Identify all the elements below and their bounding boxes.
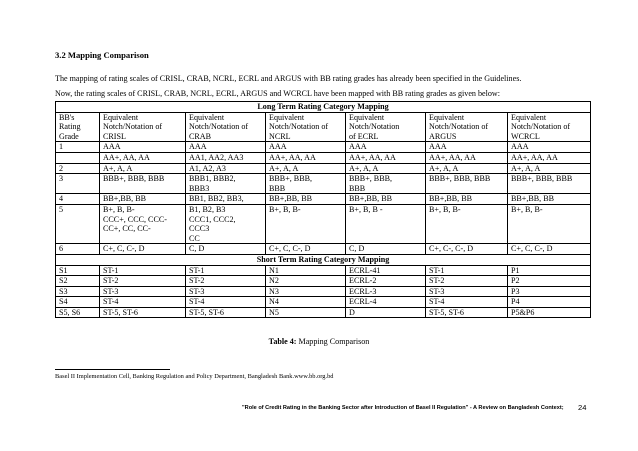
table-cell: P4 (508, 297, 591, 308)
table-cell: B1, B2, B3 CCC1, CCC2, CCC3 CC (186, 204, 266, 243)
table-cell: Equivalent Notch/Notation of CRISL (100, 112, 186, 142)
table-cell: BB+,BB, BB (426, 194, 508, 205)
mapping-table (55, 101, 591, 318)
table-cell: ST-3 (426, 286, 508, 297)
table-cell: BB+,BB, BB (346, 194, 426, 205)
table-section-row (56, 254, 591, 265)
table-caption (0, 337, 638, 346)
table-cell: BBB+, BBB, BBB (266, 174, 346, 194)
table-row (56, 286, 591, 297)
table-row (56, 244, 591, 255)
table-cell: 4 (56, 194, 100, 205)
table-cell: C, D (186, 244, 266, 255)
table-cell: P5&P6 (508, 307, 591, 318)
table-cell: AAA (186, 142, 266, 153)
table-row (56, 265, 591, 276)
table-row (56, 194, 591, 205)
table-cell: ST-1 (426, 265, 508, 276)
table-cell: BBB+, BBB, BBB (508, 174, 591, 194)
table-cell: D (346, 307, 426, 318)
running-footer: "Role of Credit Rating in the Banking Sector after Introduction of Basel II Regulation" - A Review on Bangladesh Context; (242, 405, 564, 411)
table-cell: A+, A, A (426, 163, 508, 174)
intro-line: Now, the rating scales of CRISL, CRAB, NCRL, ECRL, ARGUS and WCRCL have been mapped with BB rating grades as given below: (55, 89, 501, 98)
table-cell: Equivalent Notch/Notation of ECRL (346, 112, 426, 142)
intro-line: The mapping of rating scales of CRISL, CRAB, NCRL, ECRL and ARGUS with BB rating grades has already been specified in the Guidelines. (55, 74, 522, 83)
table-cell: C+, C, C-, D (266, 244, 346, 255)
table-cell: ST-2 (426, 276, 508, 287)
table-cell: N2 (266, 276, 346, 287)
table-row (56, 142, 591, 153)
table-cell: Equivalent Notch/Notation of WCRCL (508, 112, 591, 142)
table-cell: ECRL-41 (346, 265, 426, 276)
table-cell: P3 (508, 286, 591, 297)
caption-text: Mapping Comparison (296, 337, 370, 346)
table-cell: 3 (56, 174, 100, 194)
table-cell: P2 (508, 276, 591, 287)
table-cell: ST-4 (100, 297, 186, 308)
table-cell: ECRL-2 (346, 276, 426, 287)
table-cell: B+, B, B- (508, 204, 591, 243)
section-title: Short Term Rating Category Mapping (56, 254, 591, 265)
footnote: Basel II Implementation Cell, Banking Regulation and Policy Department, Bangladesh Bank.www.bb.org.bd (55, 373, 334, 380)
table-cell: A+, A, A (266, 163, 346, 174)
table-cell: A+, A, A (508, 163, 591, 174)
table-cell: 5 (56, 204, 100, 243)
table-cell: Equivalent Notch/Notation of CRAB (186, 112, 266, 142)
table-cell: N3 (266, 286, 346, 297)
table-cell: N4 (266, 297, 346, 308)
table-cell: S5, S6 (56, 307, 100, 318)
table-cell: N5 (266, 307, 346, 318)
table-row (56, 276, 591, 287)
table-cell: ST-4 (426, 297, 508, 308)
table-cell: S4 (56, 297, 100, 308)
caption-label: Table 4: (268, 337, 297, 346)
table-cell: AAA (266, 142, 346, 153)
table-cell: ST-3 (100, 286, 186, 297)
table-cell: S1 (56, 265, 100, 276)
table-cell: ST-3 (186, 286, 266, 297)
table-cell: AA+, AA, AA (100, 152, 186, 163)
table-cell: BB's Rating Grade (56, 112, 100, 142)
table-cell: AAA (346, 142, 426, 153)
intro-paragraph (55, 71, 590, 101)
table-cell: ST-2 (100, 276, 186, 287)
table-cell (56, 152, 100, 163)
page-number: 24 (578, 403, 587, 412)
table-cell: AAA (508, 142, 591, 153)
section-title: Long Term Rating Category Mapping (56, 102, 591, 113)
table-cell: AA+, AA, AA (508, 152, 591, 163)
table-cell: ST-4 (186, 297, 266, 308)
table-row (56, 204, 591, 243)
table-row (56, 174, 591, 194)
table-cell: BBB+, BBB, BBB (100, 174, 186, 194)
table-cell: ST-1 (100, 265, 186, 276)
table-cell: BBB+, BBB, BBB (426, 174, 508, 194)
table-cell: AA1, AA2, AA3 (186, 152, 266, 163)
table-cell: BBB1, BBB2, BBB3 (186, 174, 266, 194)
table-cell: BBB+, BBB, BBB (346, 174, 426, 194)
table-cell: ST-1 (186, 265, 266, 276)
table-cell: 1 (56, 142, 100, 153)
table-row (56, 152, 591, 163)
table-cell: ST-2 (186, 276, 266, 287)
table-cell: A+, A, A (100, 163, 186, 174)
table-cell: B+, B, B - (346, 204, 426, 243)
table-cell: C, D (346, 244, 426, 255)
table-row (56, 163, 591, 174)
footnote-rule (55, 369, 170, 370)
table-header-row (56, 112, 591, 142)
table-cell: BB1, BB2, BB3, (186, 194, 266, 205)
table-cell: BB+,BB, BB (508, 194, 591, 205)
table-row (56, 307, 591, 318)
table-cell: A+, A, A (346, 163, 426, 174)
section-heading: 3.2 Mapping Comparison (55, 50, 149, 60)
table-cell: ECRL-4 (346, 297, 426, 308)
table-cell: 2 (56, 163, 100, 174)
table-cell: Equivalent Notch/Notation of NCRL (266, 112, 346, 142)
table-cell: ECRL-3 (346, 286, 426, 297)
table-cell: S2 (56, 276, 100, 287)
table-cell: ST-5, ST-6 (100, 307, 186, 318)
table-cell: P1 (508, 265, 591, 276)
table-cell: N1 (266, 265, 346, 276)
table-cell: B+, B, B- (426, 204, 508, 243)
table-cell: C+, C-, C-, D (426, 244, 508, 255)
table-cell: AAA (100, 142, 186, 153)
table-row (56, 297, 591, 308)
table-cell: ST-5, ST-6 (186, 307, 266, 318)
table-cell: AA+, AA, AA (426, 152, 508, 163)
table-cell: BB+,BB, BB (100, 194, 186, 205)
table-cell: AA+, AA, AA (346, 152, 426, 163)
table-cell: Equivalent Notch/Notation of ARGUS (426, 112, 508, 142)
table-cell: C+, C, C-, D (508, 244, 591, 255)
table-cell: BB+,BB, BB (266, 194, 346, 205)
table-cell: 6 (56, 244, 100, 255)
table-cell: C+, C, C-, D (100, 244, 186, 255)
table-cell: AAA (426, 142, 508, 153)
table-cell: B+, B, B- CCC+, CCC, CCC- CC+, CC, CC- (100, 204, 186, 243)
table-cell: B+, B, B- (266, 204, 346, 243)
table-cell: AA+, AA, AA (266, 152, 346, 163)
table-section-row (56, 102, 591, 113)
table-cell: S3 (56, 286, 100, 297)
table-cell: ST-5, ST-6 (426, 307, 508, 318)
table-cell: A1, A2, A3 (186, 163, 266, 174)
